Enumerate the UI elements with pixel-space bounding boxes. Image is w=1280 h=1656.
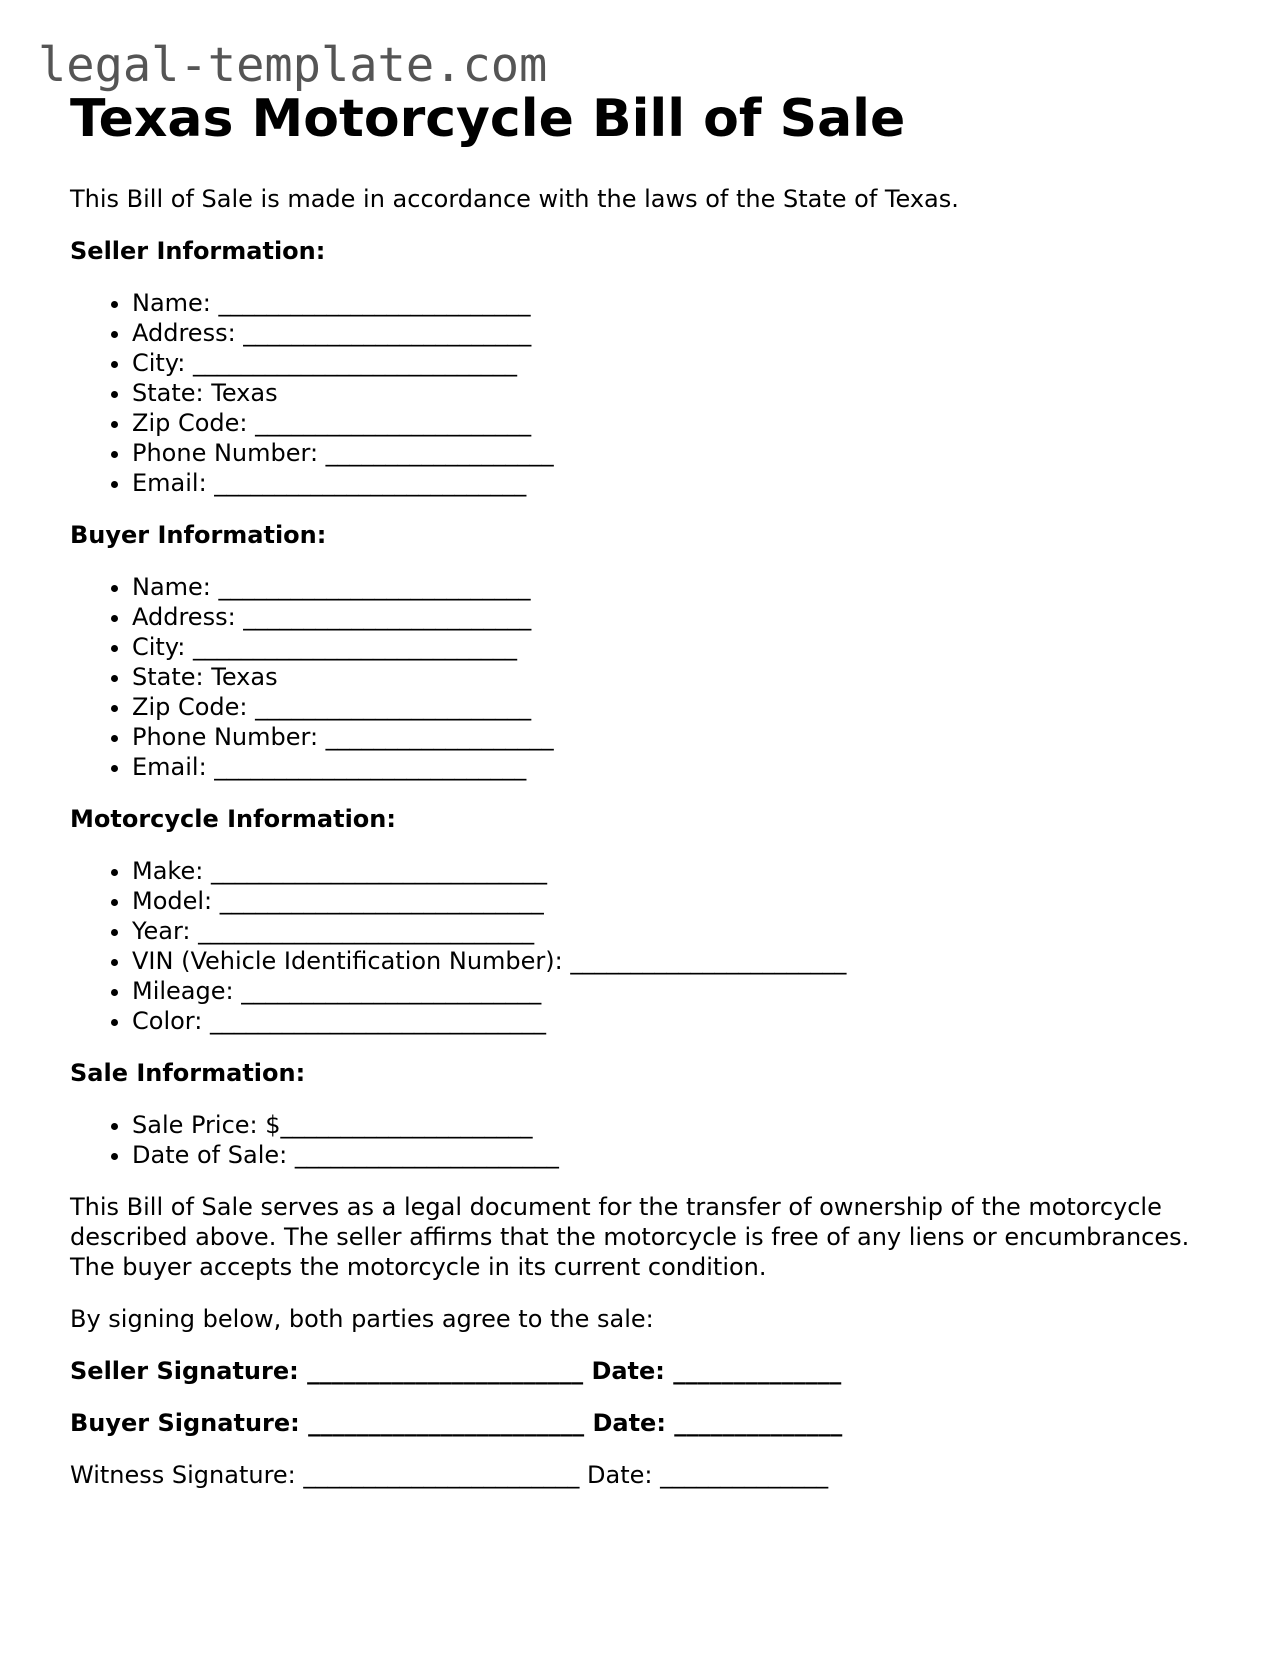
buyer-phone-field: • Phone Number: ___________________ — [132, 722, 1230, 752]
motorcycle-model-field: • Model: ___________________________ — [132, 886, 1230, 916]
buyer-state-field: • State: Texas — [132, 662, 1230, 692]
motorcycle-vin-field: • VIN (Vehicle Identification Number): _______________________ — [132, 946, 1230, 976]
sale-price-field: • Sale Price: $_____________________ — [132, 1110, 1230, 1140]
buyer-address-field: • Address: ________________________ — [132, 602, 1230, 632]
seller-address-field: • Address: ________________________ — [132, 318, 1230, 348]
agreement-text: By signing below, both parties agree to the sale: — [70, 1305, 654, 1333]
motorcycle-make-field: • Make: ____________________________ — [132, 856, 1230, 886]
page-title: Texas Motorcycle Bill of Sale — [70, 89, 906, 149]
sale-list — [70, 1110, 1230, 1170]
closing-paragraph: This Bill of Sale serves as a legal document for the transfer of ownership of the motorcycle described above. The seller affirms that the motorcycle is free of any liens or encumbrances. The buyer accepts the motorcycle in its current condition. — [70, 1193, 1190, 1281]
motorcycle-list — [70, 856, 1230, 1036]
seller-list — [70, 288, 1230, 498]
buyer-zip-field: • Zip Code: _______________________ — [132, 692, 1230, 722]
motorcycle-mileage-field: • Mileage: _________________________ — [132, 976, 1230, 1006]
motorcycle-year-field: • Year: ____________________________ — [132, 916, 1230, 946]
buyer-email-field: • Email: __________________________ — [132, 752, 1230, 782]
document-page — [70, 88, 1230, 1490]
seller-phone-field: • Phone Number: ___________________ — [132, 438, 1230, 468]
seller-state-field: • State: Texas — [132, 378, 1230, 408]
seller-heading: Seller Information: — [70, 237, 326, 265]
seller-email-field: • Email: __________________________ — [132, 468, 1230, 498]
seller-city-field: • City: ___________________________ — [132, 348, 1230, 378]
motorcycle-color-field: • Color: ____________________________ — [132, 1006, 1230, 1036]
intro-text: This Bill of Sale is made in accordance with the laws of the State of Texas. — [70, 185, 959, 213]
buyer-signature-line: Buyer Signature: _______________________ Date: ______________ — [70, 1409, 843, 1437]
seller-signature-line: Seller Signature: _______________________ Date: ______________ — [70, 1357, 842, 1385]
buyer-list — [70, 572, 1230, 782]
seller-name-field: • Name: __________________________ — [132, 288, 1230, 318]
buyer-city-field: • City: ___________________________ — [132, 632, 1230, 662]
buyer-heading: Buyer Information: — [70, 521, 327, 549]
buyer-name-field: • Name: __________________________ — [132, 572, 1230, 602]
witness-signature-line: Witness Signature: _______________________ Date: ______________ — [70, 1461, 829, 1489]
sale-heading: Sale Information: — [70, 1059, 306, 1087]
motorcycle-heading: Motorcycle Information: — [70, 805, 396, 833]
watermark: legal-template.com — [38, 38, 548, 93]
sale-date-field: • Date of Sale: ______________________ — [132, 1140, 1230, 1170]
seller-zip-field: • Zip Code: _______________________ — [132, 408, 1230, 438]
